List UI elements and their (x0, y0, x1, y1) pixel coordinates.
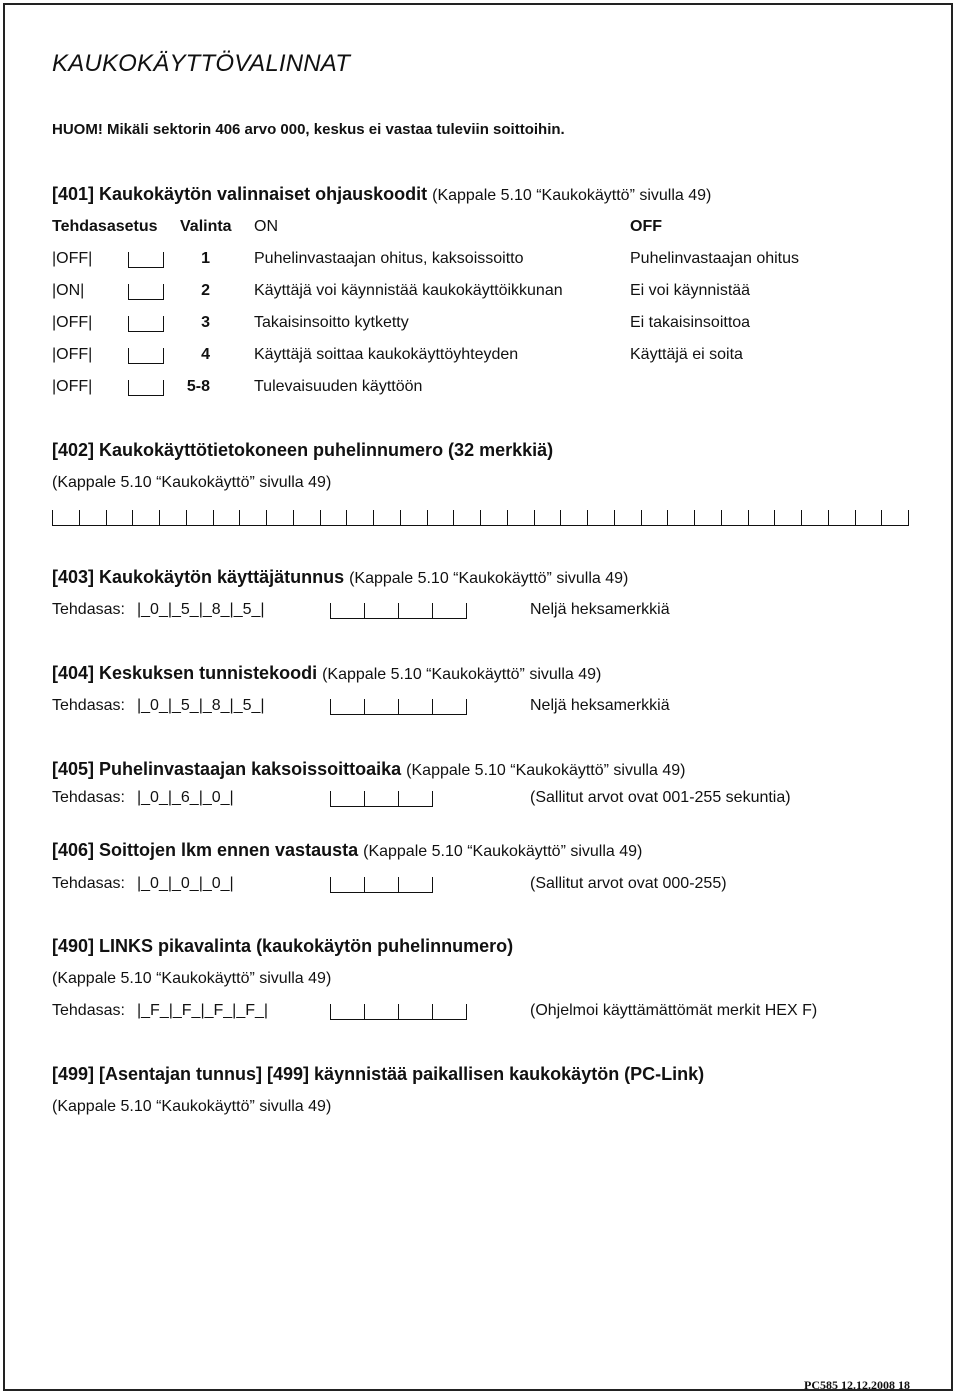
entry-digit-box[interactable] (320, 510, 348, 526)
section-402-title: [402] Kaukokäyttötietokoneen puhelinnumero (32 merkkiä) (52, 440, 554, 460)
entry-digit-box[interactable] (293, 510, 321, 526)
option-number: 4 (201, 346, 210, 363)
option-entry-field[interactable] (128, 316, 164, 332)
entry-digit-box[interactable] (432, 1004, 467, 1020)
option-off-text: Ei voi käynnistää (630, 282, 751, 299)
col-off-header: OFF (630, 218, 662, 235)
option-on-text: Käyttäjä voi käynnistää kaukokäyttöikkunan (254, 282, 563, 299)
section-499-ref: (Kappale 5.10 “Kaukokäyttö” sivulla 49) (52, 1098, 332, 1115)
option-on-text: Puhelinvastaajan ohitus, kaksoissoitto (254, 250, 524, 267)
page-footer: PC585 12.12.2008 18 (804, 1378, 910, 1392)
section-403-desc: Neljä heksamerkkiä (530, 601, 670, 618)
option-on-text: Käyttäjä soittaa kaukokäyttöyhteyden (254, 346, 519, 363)
entry-digit-box[interactable] (106, 510, 134, 526)
entry-digit-box[interactable] (364, 603, 399, 619)
section-404-factory-label: Tehdasas: (52, 697, 125, 714)
entry-digit-box[interactable] (330, 699, 365, 715)
option-number: 5-8 (186, 378, 210, 395)
section-499-header (52, 1064, 704, 1085)
entry-digit-box[interactable] (534, 510, 562, 526)
option-off-text: Ei takaisinsoittoa (630, 314, 751, 331)
section-404-title: [404] Keskuksen tunnistekoodi (52, 663, 318, 683)
section-403-factory-value: |_0_|_5_|_8_|_5_| (137, 601, 265, 618)
option-on-text: Tulevaisuuden käyttöön (254, 378, 423, 395)
section-406-factory-label: Tehdasas: (52, 875, 125, 892)
section-403-title: [403] Kaukokäytön käyttäjätunnus (52, 567, 345, 587)
warning-note: HUOM! Mikäli sektorin 406 arvo 000, keskus ei vastaa tuleviin soittoihin. (52, 121, 565, 138)
section-402-header (52, 440, 553, 461)
entry-digit-box[interactable] (801, 510, 829, 526)
option-default-value: |OFF| (52, 378, 93, 395)
entry-digit-box[interactable] (453, 510, 481, 526)
col-option-header: Valinta (180, 218, 232, 235)
links-number-field[interactable] (330, 1004, 466, 1020)
option-default-value: |OFF| (52, 250, 93, 267)
entry-digit-box[interactable] (748, 510, 776, 526)
option-default-text: ON (56, 282, 81, 299)
entry-digit-box[interactable] (398, 791, 433, 807)
entry-digit-box[interactable] (52, 510, 80, 526)
entry-digit-box[interactable] (507, 510, 535, 526)
option-number: 1 (201, 250, 210, 267)
entry-digit-box[interactable] (398, 603, 433, 619)
section-401-title: [401] Kaukokäytön valinnaiset ohjauskoodit (52, 184, 428, 204)
col-default-header: Tehdasasetus (52, 218, 158, 235)
entry-digit-box[interactable] (398, 1004, 433, 1020)
entry-digit-box[interactable] (641, 510, 669, 526)
entry-digit-box[interactable] (667, 510, 695, 526)
col-on-header: ON (254, 218, 278, 235)
entry-digit-box[interactable] (266, 510, 294, 526)
section-406-ref: (Kappale 5.10 “Kaukokäyttö” sivulla 49) (363, 843, 643, 860)
section-490-factory-label: Tehdasas: (52, 1002, 125, 1019)
entry-digit-box[interactable] (400, 510, 428, 526)
section-490-title: [490] LINKS pikavalinta (kaukokäytön puhelinnumero) (52, 936, 514, 956)
entry-digit-box[interactable] (855, 510, 883, 526)
page-title: KAUKOKÄYTTÖVALINNAT (52, 50, 351, 77)
entry-digit-box[interactable] (132, 510, 160, 526)
section-404-header (52, 663, 601, 684)
section-405-desc: (Sallitut arvot ovat 001-255 sekuntia) (530, 789, 791, 806)
entry-digit-box[interactable] (346, 510, 374, 526)
section-406-title: [406] Soittojen lkm ennen vastausta (52, 840, 359, 860)
entry-digit-box[interactable] (721, 510, 749, 526)
entry-digit-box[interactable] (330, 603, 365, 619)
entry-digit-box[interactable] (432, 603, 467, 619)
option-default-text: OFF (56, 378, 89, 395)
entry-digit-box[interactable] (330, 791, 365, 807)
option-default-text: OFF (56, 250, 89, 267)
panel-id-field[interactable] (330, 699, 466, 715)
section-490-desc: (Ohjelmoi käyttämättömät merkit HEX F) (530, 1002, 818, 1019)
phone-number-field[interactable] (52, 510, 908, 526)
entry-digit-box[interactable] (239, 510, 267, 526)
section-401-ref: (Kappale 5.10 “Kaukokäyttö” sivulla 49) (432, 187, 712, 204)
section-406-factory-value: |_0_|_0_|_0_| (137, 875, 234, 892)
entry-digit-box[interactable] (828, 510, 856, 526)
section-403-header (52, 567, 628, 588)
entry-digit-box[interactable] (159, 510, 187, 526)
entry-digit-box[interactable] (432, 699, 467, 715)
section-404-factory-value: |_0_|_5_|_8_|_5_| (137, 697, 265, 714)
entry-digit-box[interactable] (480, 510, 508, 526)
option-default-text: OFF (56, 346, 89, 363)
section-402-ref: (Kappale 5.10 “Kaukokäyttö” sivulla 49) (52, 474, 332, 491)
section-403-factory-label: Tehdasas: (52, 601, 125, 618)
section-405-factory-label: Tehdasas: (52, 789, 125, 806)
entry-digit-box[interactable] (587, 510, 615, 526)
entry-digit-box[interactable] (364, 699, 399, 715)
section-490-header (52, 936, 513, 957)
option-default-value: |OFF| (52, 346, 93, 363)
section-406-desc: (Sallitut arvot ovat 000-255) (530, 875, 727, 892)
section-401-header (52, 184, 711, 205)
entry-digit-box[interactable] (881, 510, 909, 526)
entry-digit-box[interactable] (186, 510, 214, 526)
entry-digit-box[interactable] (398, 877, 433, 893)
entry-digit-box[interactable] (213, 510, 241, 526)
option-off-text: Puhelinvastaajan ohitus (630, 250, 800, 267)
section-490-ref: (Kappale 5.10 “Kaukokäyttö” sivulla 49) (52, 970, 332, 987)
section-403-ref: (Kappale 5.10 “Kaukokäyttö” sivulla 49) (349, 570, 629, 587)
section-490-factory-value: |_F_|_F_|_F_|_F_| (137, 1002, 269, 1019)
option-off-text: Käyttäjä ei soita (630, 346, 743, 363)
user-id-field[interactable] (330, 603, 466, 619)
option-entry-field[interactable] (128, 348, 164, 364)
option-default-value: |ON| (52, 282, 85, 299)
section-405-ref: (Kappale 5.10 “Kaukokäyttö” sivulla 49) (406, 762, 686, 779)
entry-digit-box[interactable] (560, 510, 588, 526)
option-number: 2 (201, 282, 210, 299)
entry-digit-box[interactable] (79, 510, 107, 526)
entry-digit-box[interactable] (364, 1004, 399, 1020)
entry-digit-box[interactable] (774, 510, 802, 526)
entry-digit-box[interactable] (694, 510, 722, 526)
section-404-desc: Neljä heksamerkkiä (530, 697, 670, 714)
option-default-text: OFF (56, 314, 89, 331)
entry-digit-box[interactable] (398, 699, 433, 715)
ring-count-field[interactable] (330, 877, 432, 893)
option-entry-field[interactable] (128, 252, 164, 268)
option-default-value: |OFF| (52, 314, 93, 331)
entry-digit-box[interactable] (364, 791, 399, 807)
entry-digit-box[interactable] (614, 510, 642, 526)
section-405-title: [405] Puhelinvastaajan kaksoissoittoaika (52, 759, 402, 779)
entry-digit-box[interactable] (330, 1004, 365, 1020)
section-405-factory-value: |_0_|_6_|_0_| (137, 789, 234, 806)
entry-digit-box[interactable] (330, 877, 365, 893)
option-number: 3 (201, 314, 210, 331)
section-405-header (52, 759, 685, 780)
option-entry-field[interactable] (128, 284, 164, 300)
option-entry-field[interactable] (128, 380, 164, 396)
entry-digit-box[interactable] (373, 510, 401, 526)
entry-digit-box[interactable] (364, 877, 399, 893)
option-on-text: Takaisinsoitto kytketty (254, 314, 409, 331)
section-406-header (52, 840, 642, 861)
double-call-time-field[interactable] (330, 791, 432, 807)
section-404-ref: (Kappale 5.10 “Kaukokäyttö” sivulla 49) (322, 666, 602, 683)
entry-digit-box[interactable] (427, 510, 455, 526)
section-499-title: [499] [Asentajan tunnus] [499] käynnistää paikallisen kaukokäytön (PC-Link) (52, 1064, 705, 1084)
